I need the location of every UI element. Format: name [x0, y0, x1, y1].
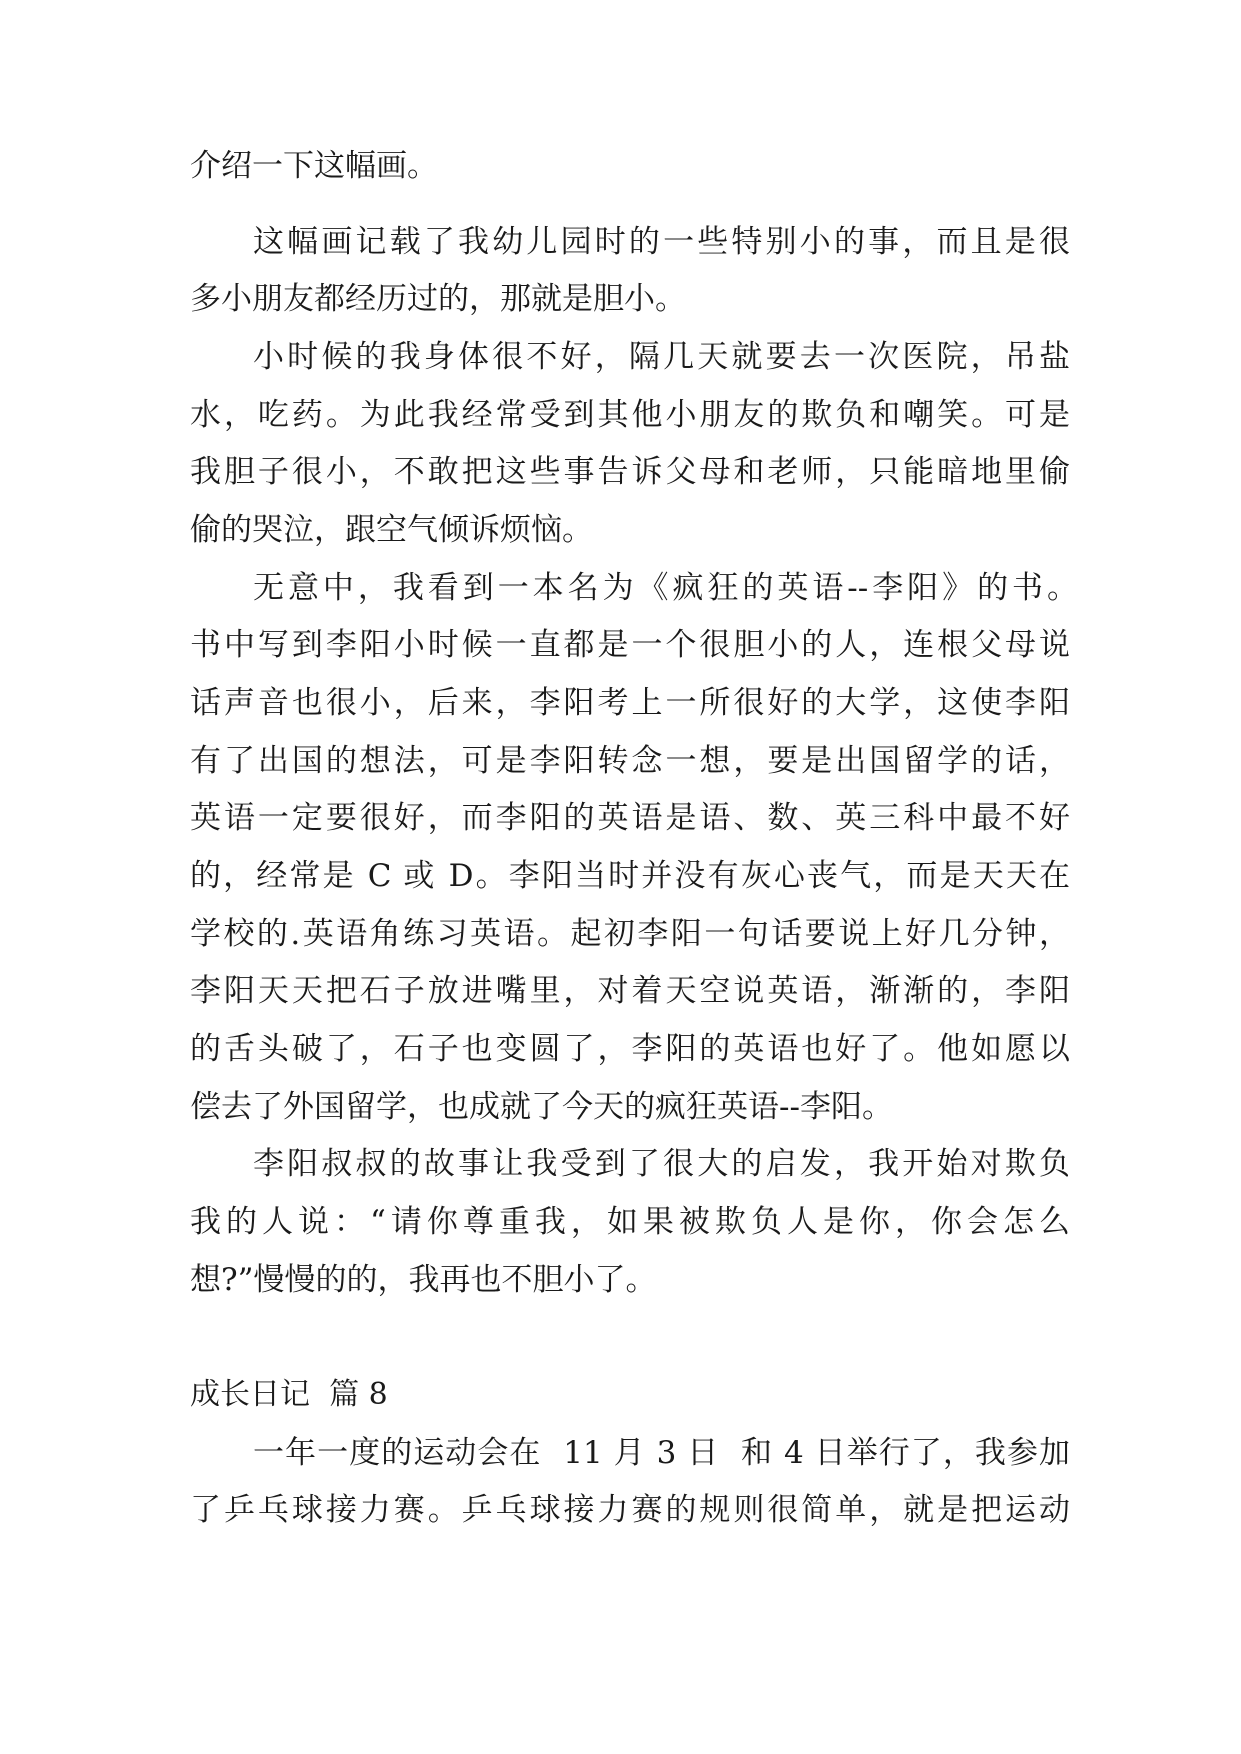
text-line: 的舌头破了，石子也变圆了，李阳的英语也好了。他如愿以	[190, 1031, 1070, 1067]
text-line: 偿去了外国留学，也成就了今天的疯狂英语--李阳。	[190, 1089, 893, 1125]
text-line: 这幅画记载了我幼儿园时的一些特别小的事，而且是很	[253, 224, 1070, 260]
text-line: 有了出国的想法，可是李阳转念一想，要是出国留学的话，	[190, 743, 1070, 779]
text-line: 了乒乓球接力赛。乒乓球接力赛的规则很简单，就是把运动	[190, 1492, 1070, 1528]
section-heading: 成长日记 篇 8	[190, 1377, 388, 1412]
text-line: 多小朋友都经历过的，那就是胆小。	[190, 281, 686, 317]
text-line: 我的人说：“请你尊重我，如果被欺负人是你，你会怎么	[190, 1204, 1070, 1240]
text-line: 话声音也很小，后来，李阳考上一所很好的大学，这使李阳	[190, 685, 1070, 721]
text-line: 想?”慢慢的的，我再也不胆小了。	[190, 1262, 657, 1298]
text-line: 英语一定要很好，而李阳的英语是语、数、英三科中最不好	[190, 800, 1070, 836]
text-line: 李阳天天把石子放进嘴里，对着天空说英语，渐渐的，李阳	[190, 973, 1070, 1009]
text-line: 小时候的我身体很不好，隔几天就要去一次医院，吊盐	[253, 339, 1070, 375]
text-line: 的，经常是 C 或 D。李阳当时并没有灰心丧气，而是天天在	[190, 858, 1070, 894]
text-line: 一年一度的运动会在 11 月 3 日 和 4 日举行了，我参加	[253, 1435, 1070, 1471]
text-line: 我胆子很小，不敢把这些事告诉父母和老师，只能暗地里偷	[190, 454, 1070, 490]
text-line: 介绍一下这幅画。	[190, 148, 438, 184]
text-line: 书中写到李阳小时候一直都是一个很胆小的人，连根父母说	[190, 627, 1070, 663]
text-line: 水，吃药。为此我经常受到其他小朋友的欺负和嘲笑。可是	[190, 397, 1070, 433]
text-line: 李阳叔叔的故事让我受到了很大的启发，我开始对欺负	[253, 1146, 1070, 1182]
text-line: 无意中，我看到一本名为《疯狂的英语--李阳》的书。	[253, 570, 1078, 606]
text-line: 学校的.英语角练习英语。起初李阳一句话要说上好几分钟，	[190, 916, 1070, 952]
text-line: 偷的哭泣，跟空气倾诉烦恼。	[190, 512, 593, 548]
